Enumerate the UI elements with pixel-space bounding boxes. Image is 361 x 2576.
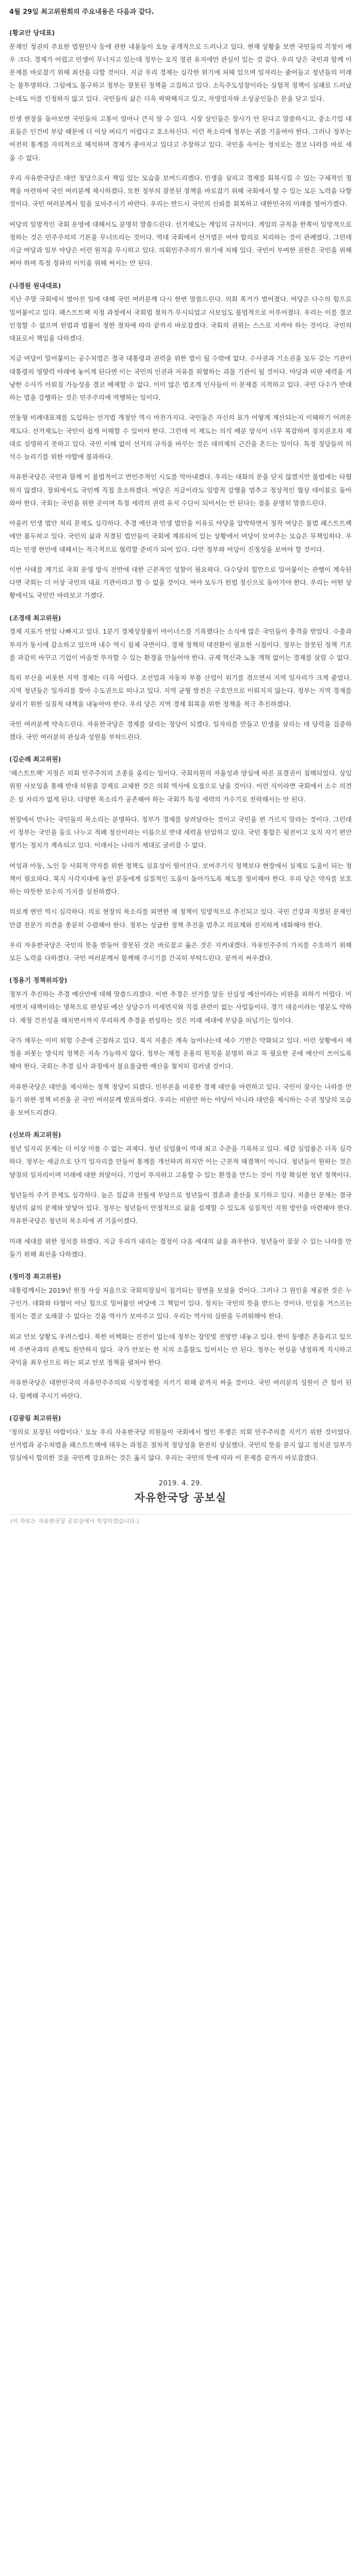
- section-paragraph: 민생 현장을 돌아보면 국민들의 고통이 얼마나 큰지 알 수 있다. 시장 상인들은 장사가 안 된다고 말씀하시고, 중소기업 대표들은 인건비 부담 때문에 더 이상 버티기 어렵다고 호소하신다. 이런 목소리에 정부는 귀를 기울여야 한다. 그러나 정부는 여전히 통계를 자의적으로 해석하며 경제가 좋아지고 있다고 주장하고 있다. 국민을 속이는 정치로는 결코 나라를 바로 세울 수 없다.: [9, 114, 352, 162]
- section-paragraph: 지난 주말 국회에서 벌어진 일에 대해 국민 여러분께 다시 한번 말씀드린다. 의회 폭거가 벌어졌다. 여당은 다수의 힘으로 밀어붙이고 있다. 패스트트랙 지정 과정에서 국회법 절차가 무시되었고 사보임도 불법적으로 이루어졌다. 우리는 이를 결코 인정할 수 없으며 헌법과 법률이 정한 절차에 따라 끝까지 바로잡겠다. 국회의 권위는 스스로 지켜야 하는 것이다. 국민의 대표로서 책임을 다하겠다.: [9, 295, 352, 343]
- section-paragraph: 우리 자유한국당은 대안 정당으로서 책임 있는 모습을 보여드리겠다. 민생을 살리고 경제를 회복시킬 수 있는 구체적인 정책을 마련하여 국민 여러분께 제시하겠다. 또한 정부의 잘못된 정책을 바로잡기 위해 국회에서 할 수 있는 모든 노력을 다할 것이다. 국민 여러분께서 힘을 모아주시기 바란다. 우리는 반드시 국민의 신뢰를 회복하고 대한민국의 미래를 열어가겠다.: [9, 174, 352, 208]
- section-paragraph: 국민 여러분께 약속드린다. 자유한국당은 경제를 살리는 정당이 되겠다. 일자리를 만들고 민생을 살리는 데 당력을 집중하겠다. 국민 여러분의 관심과 성원을 부탁드린다.: [9, 720, 352, 741]
- section-paragraph: 여성과 아동, 노인 등 사회적 약자를 위한 정책도 실효성이 떨어진다. 보여주기식 정책보다 현장에서 실제로 도움이 되는 정책이 필요하다. 복지 사각지대에 놓인 분들에게 실질적인 도움이 돌아가도록 제도를 정비해야 한다. 우리 당은 약자를 보호하는 따뜻한 보수의 가치를 실천하겠다.: [9, 861, 352, 896]
- section-paragraph: 연동형 비례대표제를 도입하는 선거법 개정안 역시 마찬가지다. 국민들은 자신의 표가 어떻게 계산되는지 이해하기 어려운 제도다. 선거제도는 국민이 쉽게 이해할 수 있어야 한다. 그런데 이 제도는 의석 배분 방식이 너무 복잡하여 정치권조차 제대로 설명하지 못하고 있다. 국민 이해 없이 선거의 규칙을 바꾸는 것은 대의제의 근간을 흔드는 일이다. 특정 정당들의 의석수 늘리기를 위한 야합에 불과하다.: [9, 414, 352, 461]
- section-paragraph: 지금 여당이 밀어붙이는 공수처법은 결국 대통령과 권력을 위한 법이 될 수밖에 없다. 수사권과 기소권을 모두 갖는 기관이 대통령의 영향력 아래에 놓이게 된다면 이는 국민의 인권과 자유를 위협하는 괴물 기관이 될 것이다. 야당과 비판 세력을 겨냥한 수사가 이뤄질 가능성을 결코 배제할 수 없다. 이미 많은 법조계 인사들이 이 문제를 지적하고 있다. 국민 다수가 반대하는 법을 강행하는 것은 민주주의에 역행하는 일이다.: [9, 354, 352, 402]
- section-paragraph: 경제 지표가 연일 나빠지고 있다. 1분기 경제성장률이 마이너스를 기록했다는 소식에 많은 국민들이 충격을 받았다. 수출과 투자가 동시에 감소하고 있으며 내수 역시 침체 국면이다. 경제 정책의 대전환이 필요한 시점이다. 정부는 잘못된 정책 기조를 과감히 바꾸고 기업이 마음껏 투자할 수 있는 환경을 만들어야 한다. 규제 혁신과 노동 개혁 없이는 경제를 살릴 수 없다.: [9, 628, 352, 662]
- section-paragraph: 이번 사태를 계기로 국회 운영 방식 전반에 대한 근본적인 성찰이 필요하다. 다수당의 힘만으로 밀어붙이는 관행이 계속된다면 국회는 더 이상 국민의 대표 기관이라고 할 수 없을 것이다. 여야 모두가 헌법 정신으로 돌아가야 한다. 우리는 어떤 상황에서도 국민만 바라보고 가겠다.: [9, 565, 352, 600]
- section-heading: (신보라 최고위원): [9, 1131, 61, 1139]
- section-paragraph: 아울러 민생 법안 처리 문제도 심각하다. 추경 예산과 민생 법안을 이유로 야당을 압박하면서 정작 여당은 불법 패스트트랙에만 몰두하고 있다. 국민의 삶과 직결된 법안들이 국회에 계류되어 있는 상황에서 여당이 보여주는 모습은 무책임하다. 우리는 민생 현안에 대해서는 적극적으로 협력할 준비가 되어 있다. 다만 정부와 여당이 진정성을 보여야 할 것이다.: [9, 519, 352, 553]
- section-paragraph: 정부가 추진하는 추경 예산안에 대해 말씀드리겠다. 이번 추경은 선거를 앞둔 선심성 예산이라는 비판을 피하기 어렵다. 미세먼지 대책이라는 명목으로 편성된 예산 상당수가 미세먼지와 직접 관련이 없는 사업들이다. 경기 대응이라는 명분도 약하다. 재정 건전성을 해치면서까지 무리하게 추경을 편성하는 것은 미래 세대에 부담을 떠넘기는 일이다.: [9, 990, 352, 1024]
- section-heading: (김광림 최고위원): [9, 1414, 61, 1422]
- section-paragraph: 문재인 정권의 주요한 법원인사 등에 관한 내용들이 오늘 공개적으로 드러나고 있다. 현재 상황을 보면 국민들의 걱정이 매우 크다. 경제가 어렵고 민생이 무너지고 있는데 정부는 오직 정권 유지에만 관심이 있는 것 같다. 우리 당은 국민과 함께 이 문제를 바로잡기 위해 최선을 다할 것이다. 지금 우리 경제는 심각한 위기에 처해 있으며 일자리는 줄어들고 청년들의 미래는 불투명하다. 그럼에도 불구하고 정부는 잘못된 정책을 고집하고 있다. 소득주도성장이라는 실험적 정책이 실패로 드러났는데도 이를 인정하지 않고 있다. 국민들의 삶은 더욱 팍팍해지고 있고, 자영업자와 소상공인들은 문을 닫고 있다.: [9, 42, 352, 103]
- footer-note: (이 자료는 자유한국당 공보실에서 작성하였습니다.): [10, 1517, 139, 1524]
- section-paragraph: 여당의 일방적인 국회 운영에 대해서도 분명히 말씀드린다. 선거제도는 게임의 규칙이다. 게임의 규칙을 한쪽이 일방적으로 정하는 것은 민주주의의 기본을 무너뜨리는 것이다. 역대 국회에서 선거법은 여야 합의로 처리하는 것이 관례였다. 그런데 지금 여당과 일부 야당은 이런 원칙을 무시하고 있다. 의회민주주의가 위기에 처해 있다. 국민이 부여한 권한은 국민을 위해 써야 하며 특정 정파의 이익을 위해 써서는 안 된다.: [9, 220, 352, 267]
- section-paragraph: 대통령께서는 2019년 헌정 사상 처음으로 국회의장실이 점거되는 장면을 보셨을 것이다. 그러나 그 원인을 제공한 것은 누구인가. 대화와 타협이 아닌 힘으로 밀어붙인 여당에 그 책임이 있다. 정치는 국민의 뜻을 받드는 것이다. 민심을 거스르는 정치는 결코 오래갈 수 없다는 것을 역사가 보여주고 있다. 우리는 역사의 심판을 두려워해야 한다.: [9, 1286, 352, 1320]
- section-heading: (정용기 정책위의장): [9, 976, 68, 985]
- section-heading: (황교안 당대표): [9, 28, 55, 37]
- section-paragraph: 자유한국당은 대한민국의 자유민주주의와 시장경제를 지키기 위해 끝까지 싸울 것이다. 국민 여러분의 성원이 큰 힘이 된다. 함께해 주시기 바란다.: [9, 1379, 352, 1400]
- organization-name: 자유한국당 공보실: [134, 1492, 227, 1504]
- section-paragraph: 청년 일자리 문제는 더 이상 미룰 수 없는 과제다. 청년 실업률이 역대 최고 수준을 기록하고 있다. 체감 실업률은 더욱 심각하다. 정부는 세금으로 단기 일자리를 만들어 통계를 개선하려 하지만 이는 근본적 해결책이 아니다. 청년들이 원하는 것은 양질의 일자리이며 미래에 대한 희망이다. 기업이 투자하고 고용할 수 있는 환경을 만드는 것이 가장 확실한 청년 정책이다.: [9, 1145, 352, 1179]
- section-paragraph: 외교 안보 상황도 우려스럽다. 북한 비핵화는 진전이 없는데 정부는 장밋빛 전망만 내놓고 있다. 한미 동맹은 흔들리고 있으며 주변국과의 관계도 원만하지 않다. 국가 안보는 한 치의 소홀함도 있어서는 안 된다. 정부는 현실을 냉정하게 직시하고 국익을 최우선으로 하는 외교 안보 정책을 펼쳐야 한다.: [9, 1332, 352, 1367]
- release-date: 2019. 4. 29.: [158, 1480, 203, 1488]
- section-heading: (나경원 원내대표): [9, 281, 61, 290]
- section-paragraph: 청년들의 주거 문제도 심각하다. 높은 집값과 전월세 부담으로 청년들이 결혼과 출산을 포기하고 있다. 저출산 문제는 결국 청년의 삶의 문제와 맞닿아 있다. 정부는 청년들이 안정적으로 삶을 설계할 수 있도록 실질적인 지원 방안을 마련해야 한다. 자유한국당은 청년의 목소리에 귀 기울이겠다.: [9, 1191, 352, 1225]
- section-paragraph: '정의로 포장된 야합이다.' 오늘 우리 자유한국당 의원들이 국회에서 벌인 투쟁은 의회 민주주의를 지키기 위한 것이었다. 선거법과 공수처법을 패스트트랙에 태우는 과정은 절차적 정당성을 완전히 상실했다. 국민의 뜻을 묻지 않고 정치권 일부가 밀실에서 합의한 것을 국민께 강요하는 것은 옳지 않다. 우리는 국민의 뜻에 따라 이 문제를 끝까지 바로잡겠다.: [9, 1428, 352, 1462]
- section-paragraph: 우리 자유한국당은 국민의 뜻을 받들어 잘못된 것은 바로잡고 옳은 것은 지켜내겠다. 자유민주주의 가치를 수호하기 위해 모든 노력을 다하겠다. 국민 여러분께서 함께해 주시기를 간곡히 부탁드린다. 끝까지 싸우겠다.: [9, 941, 352, 962]
- section-paragraph: 자유한국당은 국민과 함께 이 불법적이고 반민주적인 시도를 막아내겠다. 우리는 대화의 문을 닫지 않겠지만 불법에는 타협하지 않겠다. 장외에서도 국민께 직접 호소하겠다. 여당은 지금이라도 일방적 강행을 멈추고 정상적인 협상 테이블로 돌아와야 한다. 국회는 국민을 위한 곳이며 특정 세력의 권력 유지 수단이 되어서는 안 된다는 점을 분명히 말씀드린다.: [9, 473, 352, 507]
- section-heading: (김순례 최고위원): [9, 755, 61, 764]
- intro-text: 4월 29일 최고위원회의 주요내용은 다음과 같다.: [9, 8, 154, 16]
- section-paragraph: '패스트트랙' 지정은 의회 민주주의의 조종을 울리는 일이다. 국회의원의 자율성과 양심에 따른 표결권이 침해되었다. 상임위원 사보임을 통해 반대 의원을 강제로 교체한 것은 의회 역사에 오점으로 남을 것이다. 이런 식이라면 국회에서 소수 의견은 설 자리가 없게 된다. 다양한 목소리가 공존해야 하는 국회가 특정 세력의 거수기로 전락해서는 안 된다.: [9, 769, 352, 803]
- section-heading: (조경태 최고위원): [9, 614, 61, 622]
- section-paragraph: 국가 채무는 이미 위험 수준에 근접하고 있다. 복지 지출은 계속 늘어나는데 세수 기반은 약화되고 있다. 이런 상황에서 재정을 퍼붓는 방식의 정책은 지속 가능하지 않다. 정부는 재정 운용의 원칙을 분명히 하고 꼭 필요한 곳에 예산이 쓰이도록 해야 한다. 국회는 추경 심사 과정에서 불요불급한 예산을 철저히 걸러낼 것이다.: [9, 1036, 352, 1071]
- section-paragraph: 의료계 현안 역시 심각하다. 의료 현장의 목소리를 외면한 채 정책이 일방적으로 추진되고 있다. 국민 건강과 직결된 문제인 만큼 전문가 의견을 충분히 수렴해야 한다. 정부는 성급한 정책 추진을 멈추고 의료계와 진지하게 대화해야 한다.: [9, 908, 352, 929]
- section-heading: (정미경 최고위원): [9, 1273, 61, 1281]
- sections-container: [9, 28, 352, 1465]
- section-paragraph: 자유한국당은 대안을 제시하는 정책 정당이 되겠다. 민부론을 비롯한 경제 대안을 마련하고 있다. 국민이 잘사는 나라를 만들기 위한 정책 비전을 곧 국민 여러분께 발표하겠다. 우리는 비판만 하는 야당이 아니라 대안을 제시하는 수권 정당의 모습을 보여드리겠다.: [9, 1082, 352, 1117]
- section-paragraph: 미래 세대를 위한 정치를 하겠다. 지금 우리가 내리는 결정이 다음 세대의 삶을 좌우한다. 청년들이 꿈꿀 수 있는 나라를 만들기 위해 최선을 다하겠다.: [9, 1237, 352, 1258]
- section-paragraph: 특히 부산을 비롯한 지역 경제는 더욱 어렵다. 조선업과 자동차 부품 산업이 위기를 겪으면서 지역 일자리가 크게 줄었다. 지역 청년들은 일자리를 찾아 수도권으로 떠나고 있다. 지역 균형 발전은 구호만으로 이뤄지지 않는다. 정부는 지역 경제를 살리기 위한 실질적 대책을 내놓아야 한다. 우리 당은 지역 경제 회복을 위한 정책을 적극 추진하겠다.: [9, 674, 352, 708]
- section-paragraph: 현장에서 만나는 국민들의 목소리는 분명하다. 정부가 경제를 살려달라는 것이고 국민을 편 가르지 말라는 것이다. 그런데 이 정부는 국민을 둘로 나누고 적폐 청산이라는 이름으로 반대 세력을 탄압하고 있다. 국민 통합은 뒷전이고 오직 자기 편만 챙기는 정치가 계속되고 있다. 이래서는 나라가 제대로 굴러갈 수 없다.: [9, 815, 352, 850]
